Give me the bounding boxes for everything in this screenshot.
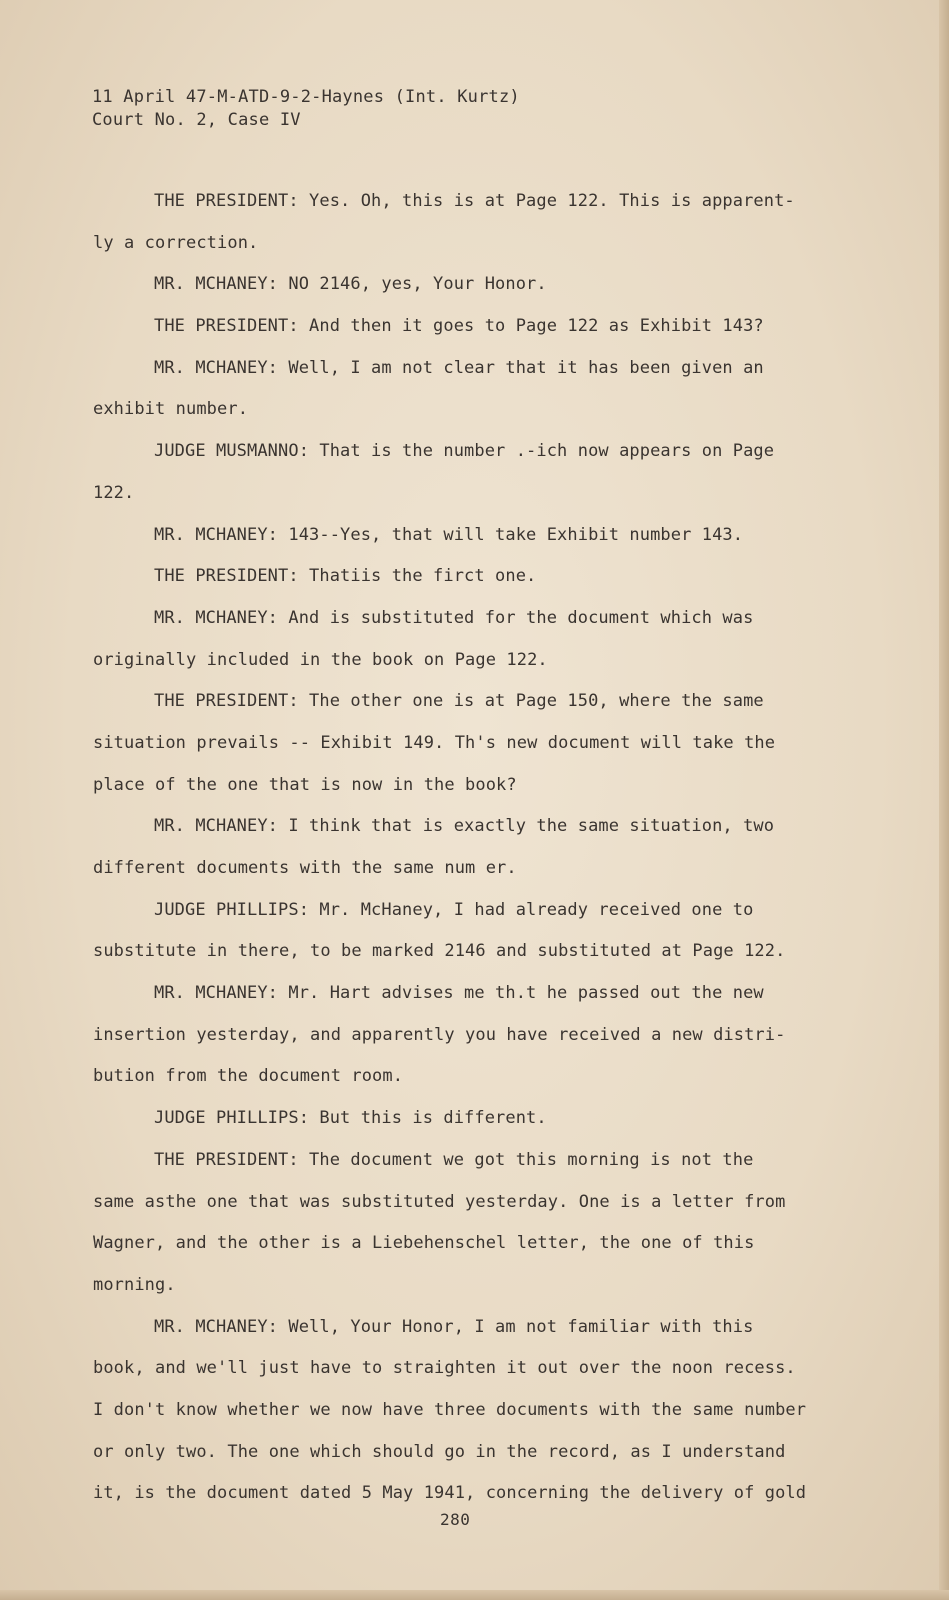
transcript-line: morning. <box>93 1274 176 1295</box>
transcript-line: book, and we'll just have to straighten it out over the noon recess. <box>93 1358 796 1379</box>
transcript-line: situation prevails -- Exhibit 149. Th's new document will take the <box>93 732 776 753</box>
transcript-line: exhibit number. <box>93 399 249 420</box>
transcript-line: THE PRESIDENT: The other one is at Page 150, where the same <box>154 691 764 712</box>
transcript-line: MR. MCHANEY: Well, I am not clear that it has been given an <box>154 357 764 378</box>
transcript-line: it, is the document dated 5 May 1941, concerning the delivery of gold <box>93 1483 807 1504</box>
transcript-line: THE PRESIDENT: Yes. Oh, this is at Page 122. This is apparent- <box>154 191 795 211</box>
transcript-line: different documents with the same num er. <box>93 858 517 878</box>
transcript-line: 122. <box>93 482 135 503</box>
transcript-line: bution from the document room. <box>93 1066 404 1087</box>
header-line-1: 11 April 47-M-ATD-9-2-Haynes (Int. Kurtz) <box>92 87 520 107</box>
transcript-line: THE PRESIDENT: The document we got this morning is not the <box>154 1149 754 1170</box>
transcript-line: MR. MCHANEY: I think that is exactly the same situation, two <box>154 816 775 837</box>
transcript-body <box>93 189 813 1523</box>
transcript-line: MR. MCHANEY: And is substituted for the document which was <box>154 607 754 628</box>
transcript-line: THE PRESIDENT: And then it goes to Page 122 as Exhibit 143? <box>154 316 764 337</box>
transcript-line: insertion yesterday, and apparently you have received a new distri- <box>93 1024 786 1045</box>
transcript-line: MR. MCHANEY: 143--Yes, that will take Exhibit number 143. <box>154 524 744 545</box>
paper-edge-right <box>939 0 949 1600</box>
transcript-line: ly a correction. <box>93 232 259 253</box>
transcript-line: same asthe one that was substituted yesterday. One is a letter from <box>93 1191 786 1212</box>
transcript-line: MR. MCHANEY: Mr. Hart advises me th.t he passed out the new <box>154 983 764 1004</box>
transcript-line: MR. MCHANEY: NO 2146, yes, Your Honor. <box>154 274 547 295</box>
transcript-line: substitute in there, to be marked 2146 and substituted at Page 122. <box>93 941 786 962</box>
transcript-line: JUDGE PHILLIPS: Mr. McHaney, I had already received one to <box>154 899 754 920</box>
document-header <box>92 86 520 132</box>
paper-edge-bottom <box>0 1590 949 1600</box>
page-number: 280 <box>440 1510 471 1529</box>
transcript-line: or only two. The one which should go in the record, as I understand <box>93 1441 786 1462</box>
header-line-2: Court No. 2, Case IV <box>92 110 301 130</box>
transcript-line: I don't know whether we now have three documents with the same number <box>93 1399 807 1420</box>
transcript-line: place of the one that is now in the book? <box>93 774 517 795</box>
transcript-line: JUDGE PHILLIPS: But this is different. <box>154 1108 547 1129</box>
transcript-line: Wagner, and the other is a Liebehenschel letter, the one of this <box>93 1233 755 1254</box>
transcript-line: THE PRESIDENT: Thatiis the firct one. <box>154 566 537 587</box>
transcript-line: MR. MCHANEY: Well, Your Honor, I am not familiar with this <box>154 1316 754 1337</box>
transcript-line: JUDGE MUSMANNO: That is the number .-ich now appears on Page <box>154 441 775 462</box>
transcript-line: originally included in the book on Page 122. <box>93 649 548 670</box>
